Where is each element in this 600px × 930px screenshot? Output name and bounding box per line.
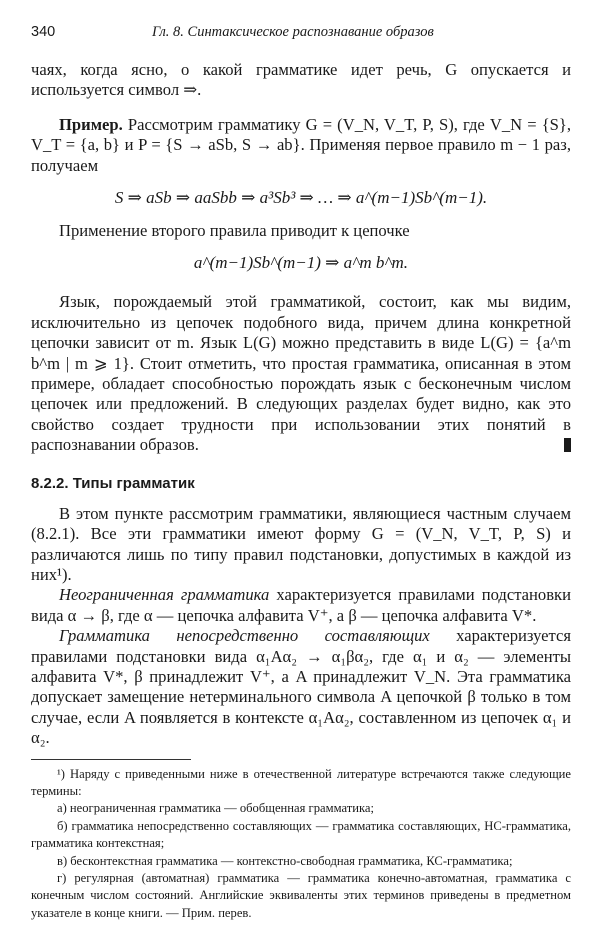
example-paragraph bbox=[31, 115, 571, 176]
footnote-item: в) бесконтекстная грамматика — контекстно-свободная грамматика, КС-грамматика; bbox=[57, 853, 513, 868]
footnote-intro: ¹) Наряду с приведенными ниже в отечественной литературе встречаются также следующие термины: bbox=[31, 766, 571, 798]
term-unrestricted: Неограниченная грамматика bbox=[59, 585, 270, 605]
page-number: 340 bbox=[31, 24, 56, 40]
paragraph-intro-types: В этом пункте рассмотрим грамматики, являющиеся частным случаем (8.2.1). Все эти грамматики имеют форму G = (V_N, V_T, P, S) и различаются лишь по типу правил подстановки, допустимых в каждой из них¹). bbox=[31, 503, 571, 584]
context-sensitive-text: характеризуется правилами подстановки вида α₁Aα₂ → α₁βα₂, где α₁ и α₂ — элементы алфавита V*, β принадлежит V⁺, а A принадлежит V_N. Эта грамматика допускает замещение нетерминального символа A цепочкой β только в том случае, если A появляется в контексте α₁Aα₂, составленном из цепочек α₁ и α₂. bbox=[31, 626, 571, 748]
paragraph-language bbox=[31, 292, 571, 455]
paragraph-language-text: Язык, порождаемый этой грамматикой, состоит, как мы видим, исключительно из цепочек подобного вида, причем длина конкретной цепочки зависит от m. Язык L(G) можно представить в виде L(G) = {a^m b^m | m ⩾ 1}. Стоит отметить, что простая грамматика, описанная в этом примере, обладает способностью порождать язык с бесконечным числом цепочек или предложений. В следующих разделах будет видно, как это свойство создает трудности при использовании этих понятий в распознавании образов. bbox=[31, 292, 571, 455]
page-header bbox=[31, 24, 571, 46]
unrestricted-text: характеризуется правилами подстановки вида α → β, где α — цепочка алфавита V⁺, а β — цепочка алфавита V*. bbox=[31, 585, 571, 625]
paragraph-second-rule: Применение второго правила приводит к цепочке bbox=[59, 221, 410, 241]
paragraph-context-sensitive bbox=[31, 626, 571, 748]
final-derivation-formula: a^(m−1)Sb^(m−1) ⇒ a^m b^m. bbox=[193, 253, 409, 273]
page-body bbox=[31, 60, 571, 922]
footnote-divider bbox=[31, 759, 191, 760]
derivation-formula: S ⇒ aSb ⇒ aaSbb ⇒ a³Sb³ ⇒ … ⇒ a^(m−1)Sb^(m−1). bbox=[114, 188, 488, 208]
term-context-sensitive: Грамматика непосредственно составляющих bbox=[59, 626, 430, 646]
end-of-example-mark bbox=[564, 438, 571, 452]
example-lead: Пример. bbox=[59, 114, 123, 134]
footnote-item: г) регулярная (автоматная) грамматика — грамматика конечно-автоматная, грамматика с конечным числом состояний. Английские эквиваленты этих терминов приведены в предметном указателе в конце книги. — Прим. перев. bbox=[31, 871, 571, 920]
section-heading: 8.2.2. Типы грамматик bbox=[31, 474, 195, 492]
paragraph-continuation: чаях, когда ясно, о какой грамматике идет речь, G опускается и используется символ ⇒. bbox=[31, 60, 571, 100]
footnote-item: б) грамматика непосредственно составляющих — грамматика составляющих, НС-грамматика, грамматика контекстная; bbox=[31, 818, 571, 851]
paragraph-unrestricted bbox=[31, 585, 571, 626]
example-text: Рассмотрим грамматику G = (V_N, V_T, P, S), где V_N = {S}, V_T = {a, b} и P = {S → aSb, S → ab}. Применяя первое правило m − 1 раз, получаем bbox=[31, 114, 571, 175]
footnote-item: а) неограниченная грамматика — обобщенная грамматика; bbox=[57, 801, 374, 816]
running-title: Гл. 8. Синтаксическое распознавание образов bbox=[152, 24, 434, 40]
